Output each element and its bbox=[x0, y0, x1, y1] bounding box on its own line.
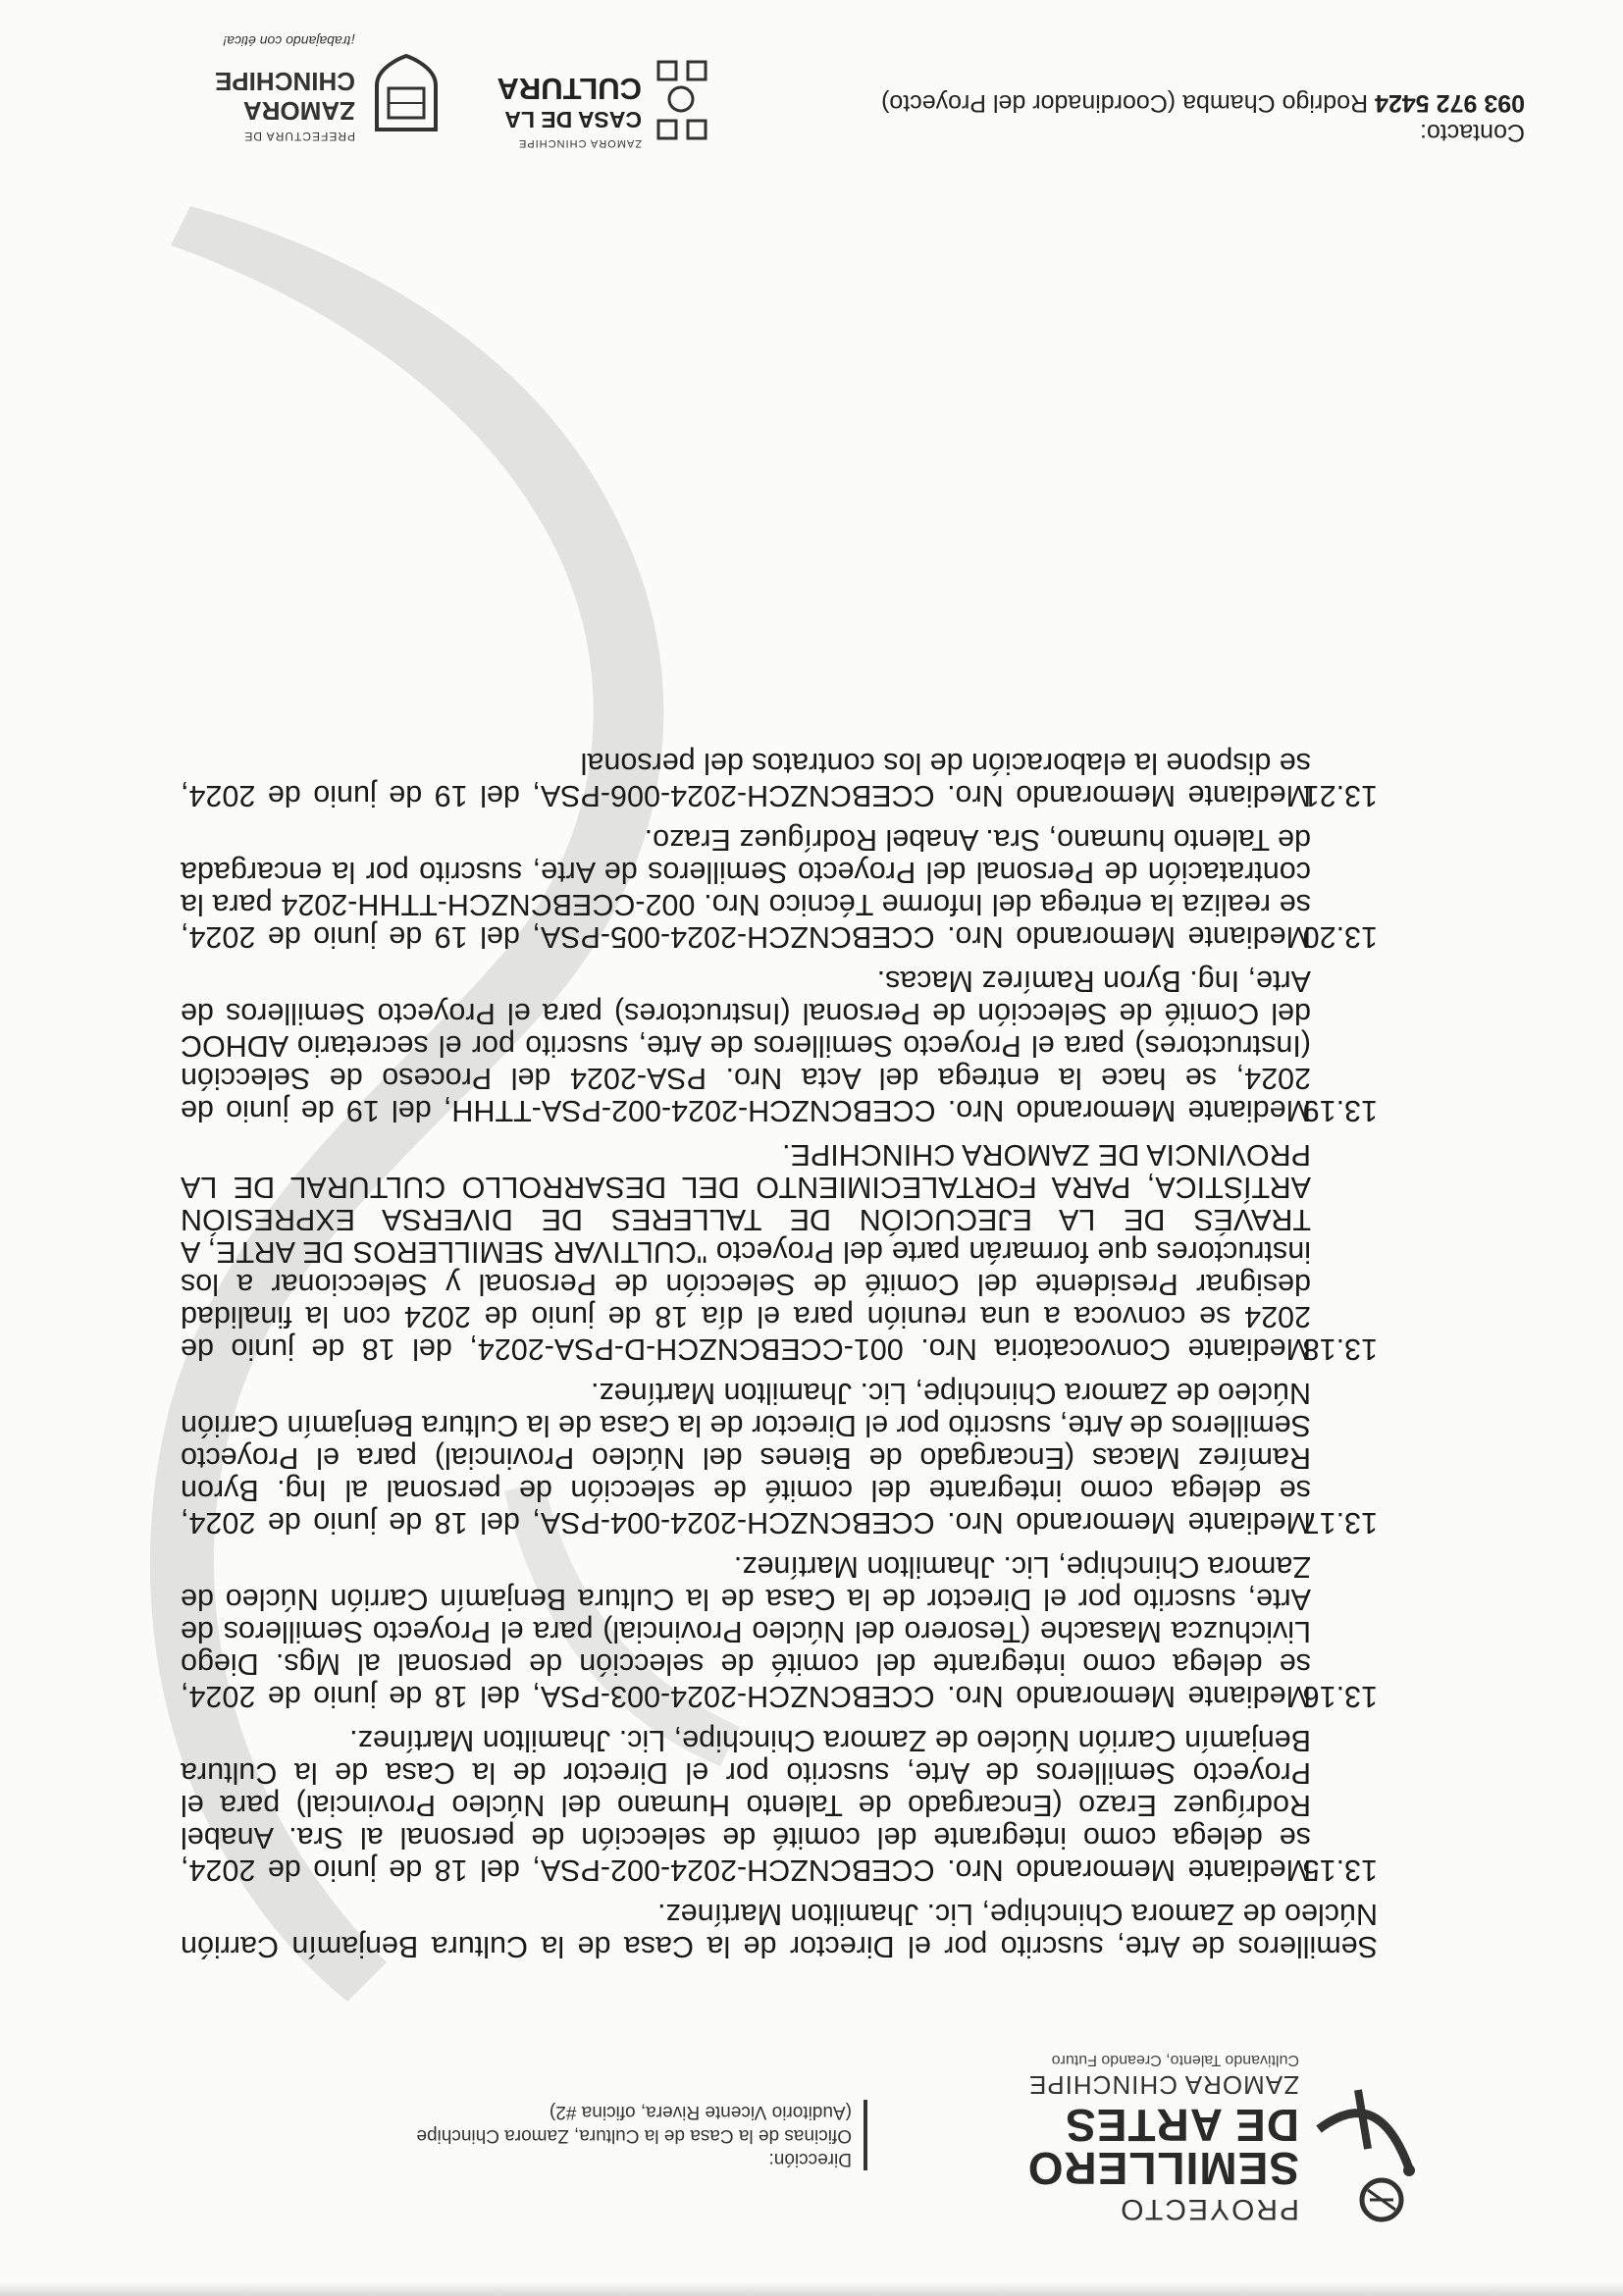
item-number: 13.18. bbox=[1294, 1332, 1378, 1366]
item-number: 13.20. bbox=[1294, 920, 1378, 954]
item-number: 13.17. bbox=[1294, 1506, 1378, 1539]
prefectura-tagline: ¡trabajando con ética! bbox=[223, 33, 355, 49]
logo-wordmark-line1: SEMILLERO bbox=[1026, 2143, 1299, 2194]
prefectura-line2: CHINCHIPE bbox=[214, 67, 355, 96]
scan-edge-shadow bbox=[0, 2282, 1623, 2296]
item-text: Mediante Memorando Nro. CCEBCNZCH-2024-002-PSA-TTHH, del 19 de junio de 2024, se hace la entrega del Acta Nro. PSA-2024 del Proceso de Selección (Instructores) para el Proyecto Semilleros de Arte, suscrito por el secretario ADHOC del Comité de Selección de Personal (Instructores) para el Proyecto Semilleros de Arte, Ing. Byron Ramírez Macas. bbox=[181, 965, 1311, 1127]
item-text: Mediante Convocatoria Nro. 001-CCEBCNZCH-D-PSA-2024, del 18 de junio de 2024 se convoca a una reunión para el día 18 de junio de 2024 con la finalidad designar Presidente del Comité de Selección de Personal y Seleccionar a los instructores que formarán parte del Proyecto "CULTIVAR SEMILLEROS DE ARTE, A TRAVÉS DE LA EJECUCIÓN DE TALLERES DE DIVERSA EXPRESIÓN ARTÍSTICA, PARA FORTALECIMIENTO DEL DESARROLLO CULTURAL DE LA PROVINCIA DE ZAMORA CHINCHIPE. bbox=[181, 1138, 1311, 1366]
item-number: 13.19. bbox=[1294, 1094, 1378, 1127]
prefectura-line1: ZAMORA bbox=[242, 96, 355, 126]
prefectura-top: PREFECTURA DE bbox=[243, 130, 355, 143]
list-item bbox=[181, 1550, 1378, 1712]
contact-line bbox=[881, 88, 1525, 118]
contact-phone: 093 972 5424 bbox=[1375, 89, 1525, 117]
logo-tagline: Cultivando Talento, Creando Futuro bbox=[1051, 2052, 1299, 2068]
address-line-1: Oficinas de la Casa de la Cultura, Zamora Chinchipe bbox=[416, 2125, 852, 2146]
logo-wordmark-line2: DE ARTES bbox=[1065, 2100, 1299, 2151]
dancer-figure-icon bbox=[1309, 2080, 1427, 2227]
semillero-logo bbox=[916, 2052, 1427, 2247]
item-text: Mediante Memorando Nro. CCEBCNZCH-2024-006-PSA, del 19 de junio de 2024, se dispone la elaboración de los contratos del personal bbox=[181, 747, 1311, 812]
item-text: Mediante Memorando Nro. CCEBCNZCH-2024-005-PSA, del 19 de junio de 2024, se realiza la entrega del Informe Técnico Nro. 002-CCEBCNZCH-TTHH-2024 para la contratación de Personal del Proyecto Semilleros de Arte, suscrito por la encargada de Talento humano, Sra. Anabel Rodríguez Erazo. bbox=[181, 823, 1311, 954]
item-text: Mediante Memorando Nro. CCEBCNZCH-2024-003-PSA, del 18 de junio de 2024, se delega como integrante del comité de selección de personal al Mgs. Diego Livichuzca Masache (Tesorero del Núcleo Provincial) para el Proyecto Semilleros de Arte, suscrito por el Director de la Casa de la Cultura Benjamín Carrión Núcleo de Zamora Chinchipe, Lic. Jhamilton Martínez. bbox=[181, 1550, 1311, 1713]
item-text: Mediante Memorando Nro. CCEBCNZCH-2024-004-PSA, del 18 de junio de 2024, se delega como integrante del comité de selección de personal al Ing. Byron Ramírez Macas (Encargado de Bienes del Núcleo Provincial) para el Proyecto Semilleros de Arte, suscrito por el Director de la Casa de la Cultura Benjamín Carrión Núcleo de Zamora Chinchipe, Lic. Jhamilton Martínez. bbox=[181, 1377, 1311, 1539]
item-number: 13.15. bbox=[1294, 1853, 1378, 1887]
list-item bbox=[181, 1138, 1378, 1365]
casa-cultura-line2: CULTURA bbox=[497, 72, 642, 106]
contact-block bbox=[881, 88, 1525, 147]
casa-cultura-line1: CASA DE LA bbox=[504, 107, 642, 132]
contact-name: Rodrigo Chamba (Coordinador del Proyecto) bbox=[881, 89, 1376, 117]
address-block bbox=[302, 2100, 867, 2170]
address-line-2: (Auditorio Vicente Rivera, oficina #2) bbox=[549, 2102, 852, 2122]
logo-wordmark bbox=[1026, 2100, 1299, 2194]
page-footer bbox=[0, 0, 1623, 167]
address-title: Dirección: bbox=[768, 2149, 852, 2169]
item-text: Mediante Memorando Nro. CCEBCNZCH-2024-002-PSA, del 18 de junio de 2024, se delega como integrante del comité de selección de personal al Sra. Anabel Rodríguez Erazo (Encargado de Talento Humano del Núcleo Provincial) para el Proyecto Semilleros de Arte, suscrito por el Director de la Casa de la Cultura Benjamín Carrión Núcleo de Zamora Chinchipe, Lic. Jhamilton Martínez. bbox=[181, 1724, 1311, 1887]
item-number: 13.16. bbox=[1294, 1680, 1378, 1713]
document-body bbox=[181, 735, 1378, 1962]
casa-cultura-pattern-icon bbox=[652, 55, 710, 143]
prefectura-logo bbox=[151, 20, 445, 157]
casa-cultura-sub: ZAMORA CHINCHIPE bbox=[517, 137, 642, 149]
casa-cultura-logo bbox=[475, 29, 710, 157]
item-number: 13.21. bbox=[1294, 779, 1378, 812]
contact-label: Contacto: bbox=[1419, 119, 1525, 146]
list-item bbox=[181, 965, 1378, 1126]
intro-paragraph: Semilleros de Arte, suscrito por el Director de la Casa de la Cultura Benjamín Carrión Núcleo de Zamora Chinchipe, Lic. Jhamilton Martínez. bbox=[181, 1898, 1378, 1963]
list-item bbox=[181, 1724, 1378, 1886]
logo-proyecto-label: PROYECTO bbox=[1119, 2193, 1299, 2225]
list-item bbox=[181, 747, 1378, 811]
logo-province: ZAMORA CHINCHIPE bbox=[1027, 2070, 1299, 2100]
prefectura-seal-icon bbox=[367, 51, 445, 139]
list-item bbox=[181, 823, 1378, 953]
letterhead bbox=[190, 2051, 1427, 2247]
list-item bbox=[181, 1377, 1378, 1539]
